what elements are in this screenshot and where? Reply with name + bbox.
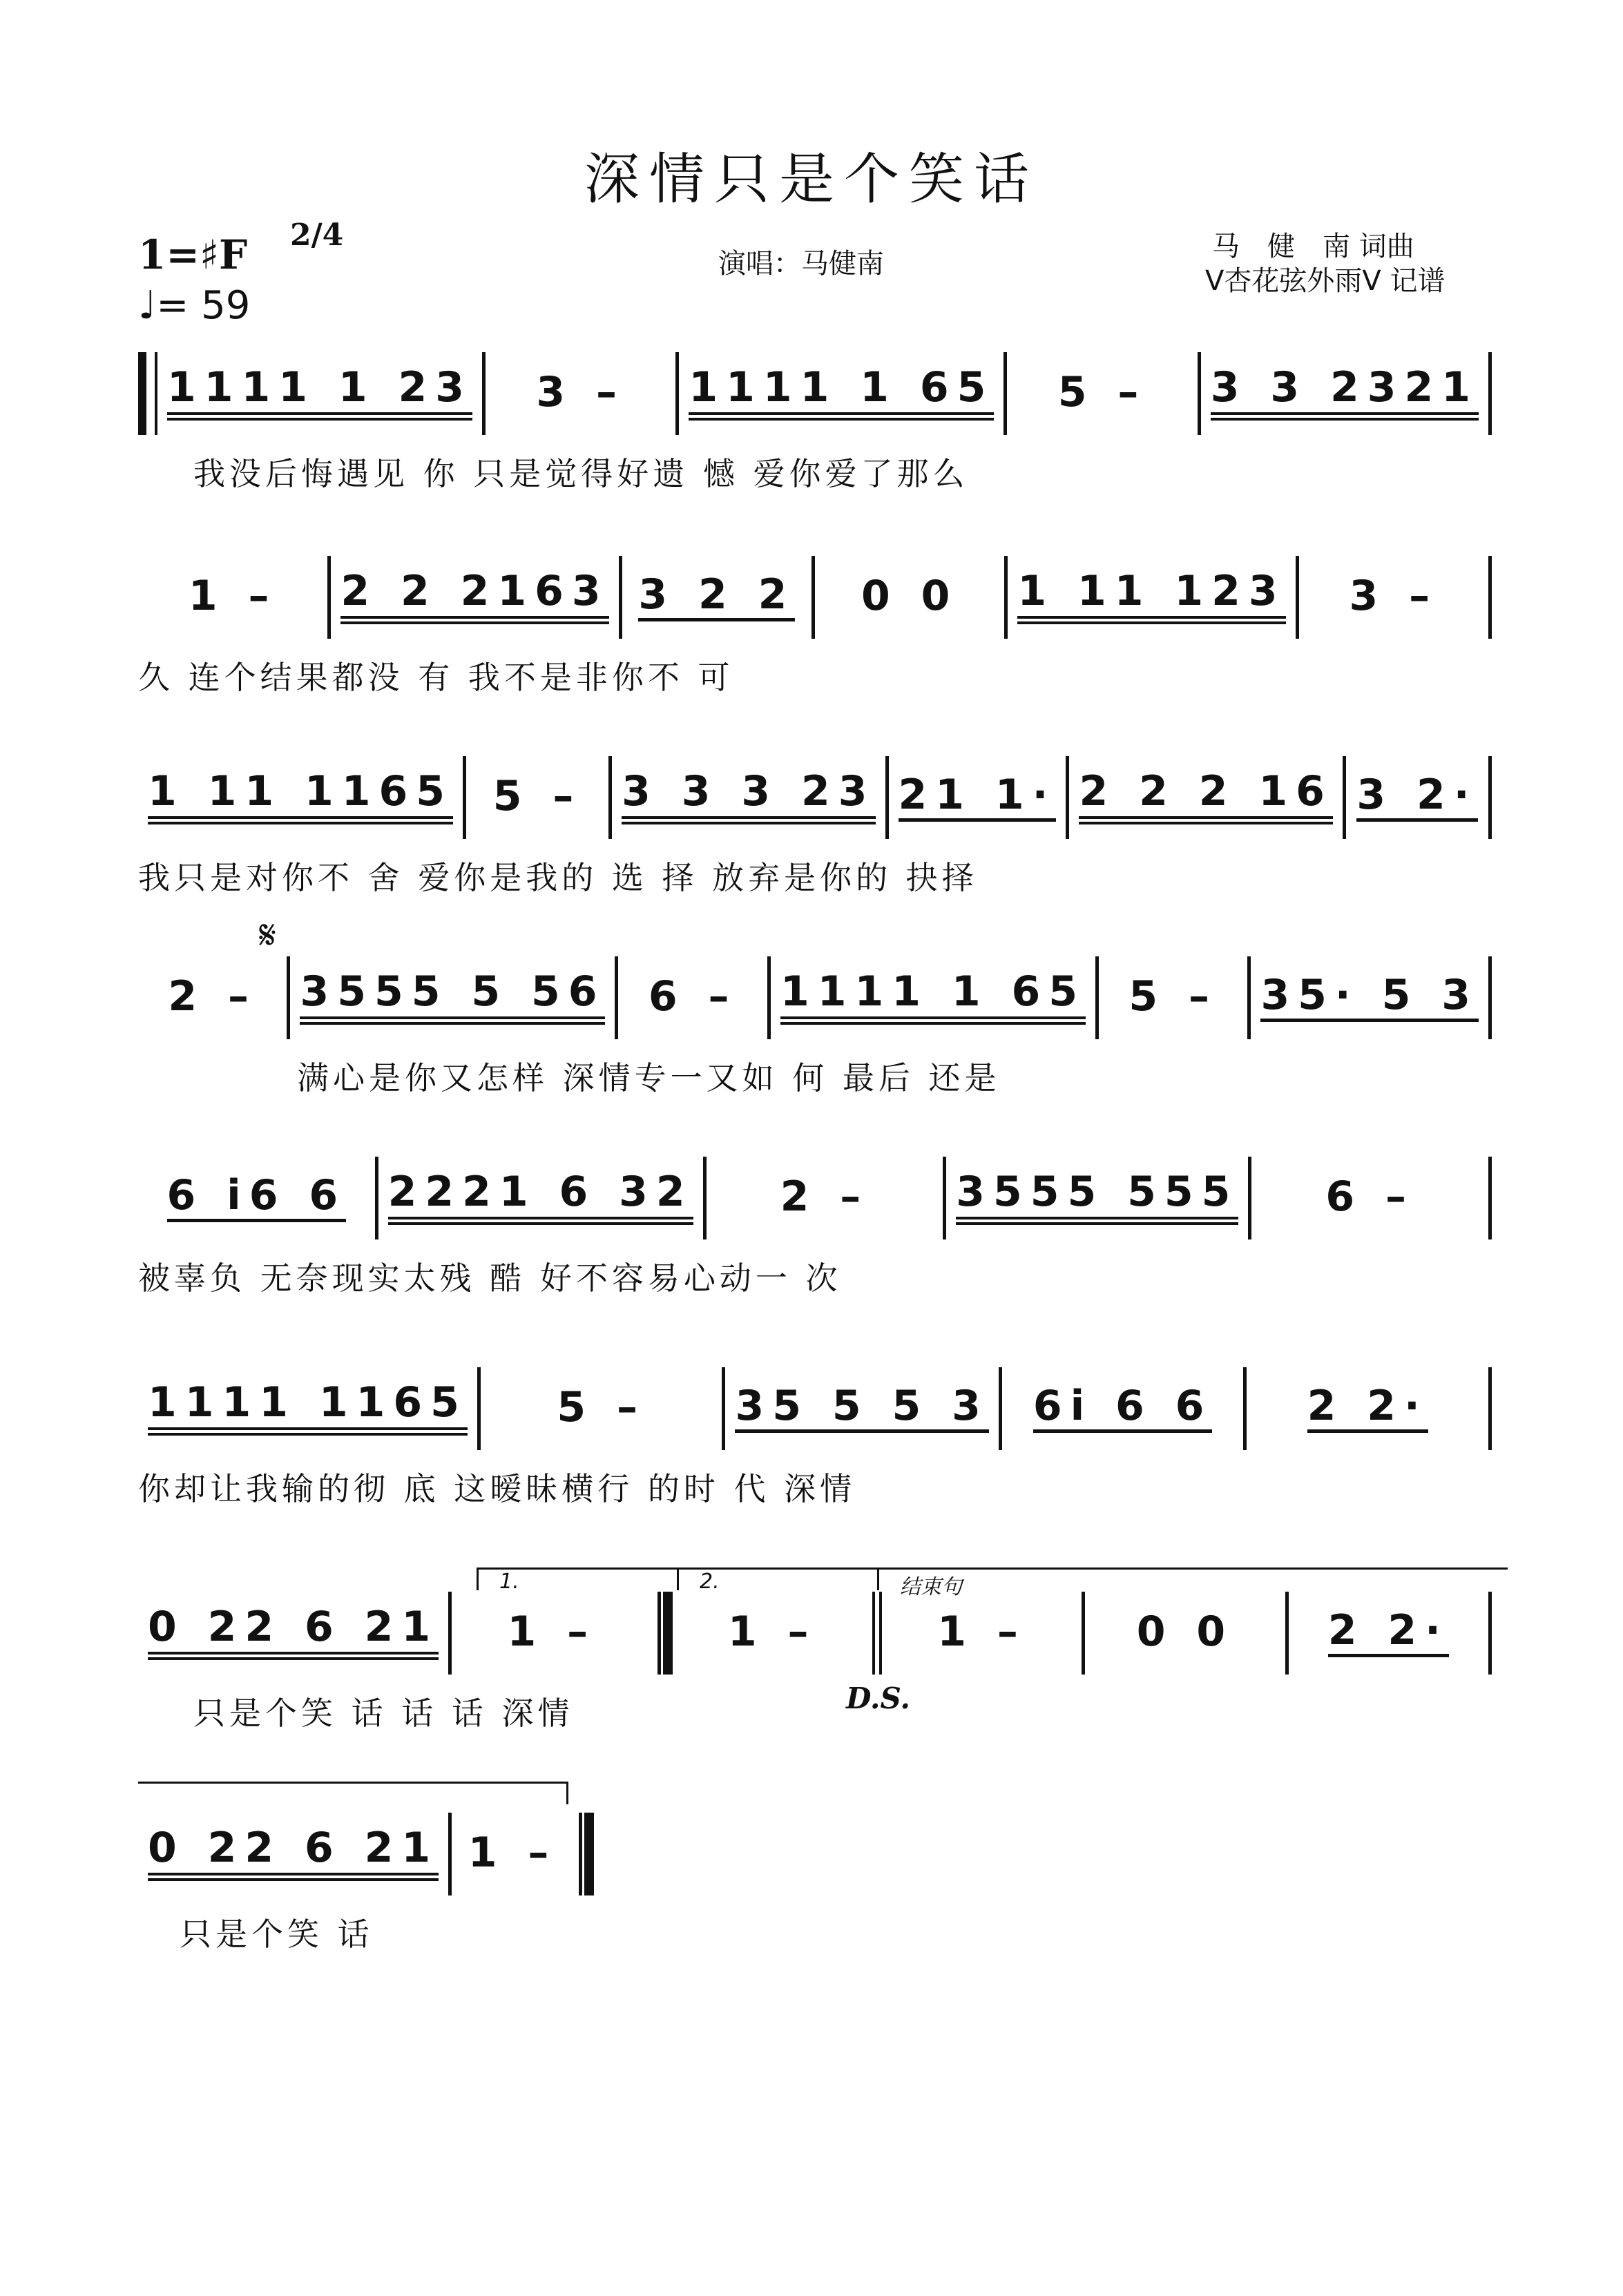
measure [946,1157,1248,1239]
notes: 1 – [727,1608,817,1656]
measure [673,1592,872,1675]
measure [1346,756,1488,839]
measure [618,956,767,1039]
system-7 [138,1592,1492,1730]
measure [1085,1592,1285,1675]
measure [331,556,618,639]
key-signature: 1=♯F [138,231,248,278]
barline [767,956,771,1039]
notes: 1111 1 65 [780,971,1086,1025]
barline [448,1813,452,1895]
tempo-marking: ♩= 59 [138,283,251,328]
lyrics-line: 我没后悔遇见 你 只是觉得好遗 憾 爱你爱了那么 [193,455,969,492]
barline [943,1157,946,1239]
composer-credit: 马 健 南 词曲 [1212,231,1414,262]
singer-credit: 演唱：马健南 [718,248,884,280]
notes: 2 2· [1328,1610,1449,1657]
barline [1095,956,1099,1039]
notes: 3 – [1349,572,1439,620]
repeat-start-barline [138,352,157,435]
barline [885,756,889,839]
notes: 2 2 2 16 [1079,771,1332,824]
measure [1002,1367,1244,1450]
measure [707,1157,943,1239]
barline [1488,1367,1492,1450]
volta-2-label: 2. [700,1570,720,1594]
measure [138,1813,448,1895]
measure [1007,352,1197,435]
measure [815,556,1004,639]
notes: 2 2 2163 [340,570,608,624]
notes: 2 – [168,972,258,1021]
measure [1201,352,1488,435]
measure [138,1157,375,1239]
notes: 6 i6 6 [167,1175,347,1222]
barline [999,1367,1002,1450]
volta-1-label: 1. [499,1570,519,1594]
dal-segno-marking: D.S. [846,1681,911,1715]
measure [1099,956,1247,1039]
barline [1198,352,1201,435]
barline [1488,352,1492,435]
page-title: 深情只是个笑话 [584,147,1039,211]
notes: 3 2 2 [638,574,795,621]
notes: 0 0 [861,572,959,620]
barline [722,1367,725,1450]
notes: 2221 6 32 [388,1171,693,1225]
final-barline [579,1813,594,1895]
barline [327,556,331,639]
system-6 [138,1367,1492,1505]
barline [1488,756,1492,839]
barline [1248,1157,1251,1239]
barline [1488,556,1492,639]
barline [1066,756,1069,839]
measure [725,1367,998,1450]
measure [138,1592,448,1675]
barline [287,956,290,1039]
barline [1343,756,1346,839]
notes: 6 – [648,972,738,1021]
notes: 3 2· [1356,774,1477,822]
notes: 1 11 123 [1017,570,1285,624]
segno-sign: 𝄋 [259,911,276,958]
barline [1488,1592,1492,1675]
measure [889,756,1066,839]
notes: 5 – [1057,368,1147,416]
barline [1285,1592,1289,1675]
measure [882,1592,1082,1675]
lyrics-line: 只是个笑 话 [180,1916,374,1953]
barline [703,1157,707,1239]
measure [452,1813,573,1895]
notes: 5 – [557,1383,646,1431]
transcriber-credit: V杏花弦外雨V 记谱 [1205,265,1446,297]
notes: 0 0 [1136,1608,1234,1656]
measure [452,1592,651,1675]
repeat-end-barline [657,1592,673,1675]
double-barline [872,1592,882,1675]
notes: 1 – [937,1608,1026,1656]
time-signature [290,218,344,253]
barline [1488,956,1492,1039]
notes: 1 – [507,1608,597,1656]
measure [1247,1367,1488,1450]
system-1 [138,352,1492,490]
lyrics-line: 我只是对你不 舍 爱你是我的 选 择 放弃是你的 抉择 [138,859,978,896]
lyrics-line: 只是个笑 话 话 话 深情 [193,1695,574,1732]
measure [481,1367,722,1450]
notes: 5 – [492,772,582,820]
measure [1299,556,1488,639]
barline [1004,556,1008,639]
measure [771,956,1095,1039]
measure [1069,756,1342,839]
notes: 1111 1 65 [689,367,994,421]
notes: 3555 5 56 [300,971,605,1025]
barline [1296,556,1299,639]
measure [1289,1592,1488,1675]
measure [138,1367,477,1450]
barline [812,556,815,639]
barline [482,352,486,435]
volta-2-bracket [677,1567,879,1594]
lyrics-line: 满心是你又怎样 深情专一又如 何 最后 还是 [297,1059,1001,1097]
system-5 [138,1157,1492,1295]
notes: 6 – [1325,1173,1415,1221]
coda-bracket [138,1782,568,1804]
notes: 3555 555 [956,1171,1238,1225]
notes: 35 5 5 3 [735,1385,988,1433]
barline [1243,1367,1247,1450]
barline [448,1592,452,1675]
barline [375,1157,378,1239]
notes: 0 22 6 21 [148,1606,439,1660]
barline [463,756,466,839]
notes: 0 22 6 21 [148,1827,439,1881]
system-2 [138,556,1492,694]
measure [1251,956,1488,1039]
measure [290,956,615,1039]
ending-bracket [877,1567,1508,1599]
system-3 [138,756,1492,894]
measure [612,756,885,839]
measure [138,756,463,839]
volta-1-bracket [477,1567,686,1594]
barline [675,352,679,435]
notes: 21 1· [899,774,1057,822]
notes: 1 11 1165 [148,771,453,824]
measure [157,352,482,435]
measure [466,756,608,839]
lyrics-line: 被辜负 无奈现实太残 酷 好不容易心动一 次 [138,1260,842,1297]
barline [608,756,612,839]
measure [1251,1157,1488,1239]
measure [622,556,812,639]
notes: 1111 1 23 [167,367,472,421]
measure [1008,556,1295,639]
notes: 3 3 2321 [1211,367,1479,421]
barline [1082,1592,1085,1675]
barline [1488,1157,1492,1239]
system-4 [138,956,1492,1097]
barline [477,1367,481,1450]
notes: 2 2· [1307,1385,1428,1433]
notes: 35· 5 3 [1260,974,1479,1022]
notes: 1111 1165 [148,1382,468,1436]
measure [679,352,1003,435]
notes: 5 – [1129,972,1218,1021]
system-8 [138,1813,594,1951]
notes: 3 3 3 23 [622,771,875,824]
notes: 2 – [780,1173,870,1221]
measure [378,1157,703,1239]
notes: 1 – [188,572,278,620]
barline [1003,352,1007,435]
lyrics-line: 久 连个结果都没 有 我不是非你不 可 [138,659,734,696]
notes: 1 – [468,1829,557,1877]
notes: 6i 6 6 [1033,1385,1213,1433]
lyrics-line: 你却让我输的彻 底 这暧昧横行 的时 代 深情 [138,1470,856,1507]
barline [1247,956,1251,1039]
measure [486,352,675,435]
notes: 3 – [536,368,626,416]
measure [138,956,287,1039]
time-signature-text: 2/4 [290,218,344,253]
measure [138,556,327,639]
barline [615,956,618,1039]
barline [619,556,622,639]
ending-label: 结束句 [900,1575,962,1599]
